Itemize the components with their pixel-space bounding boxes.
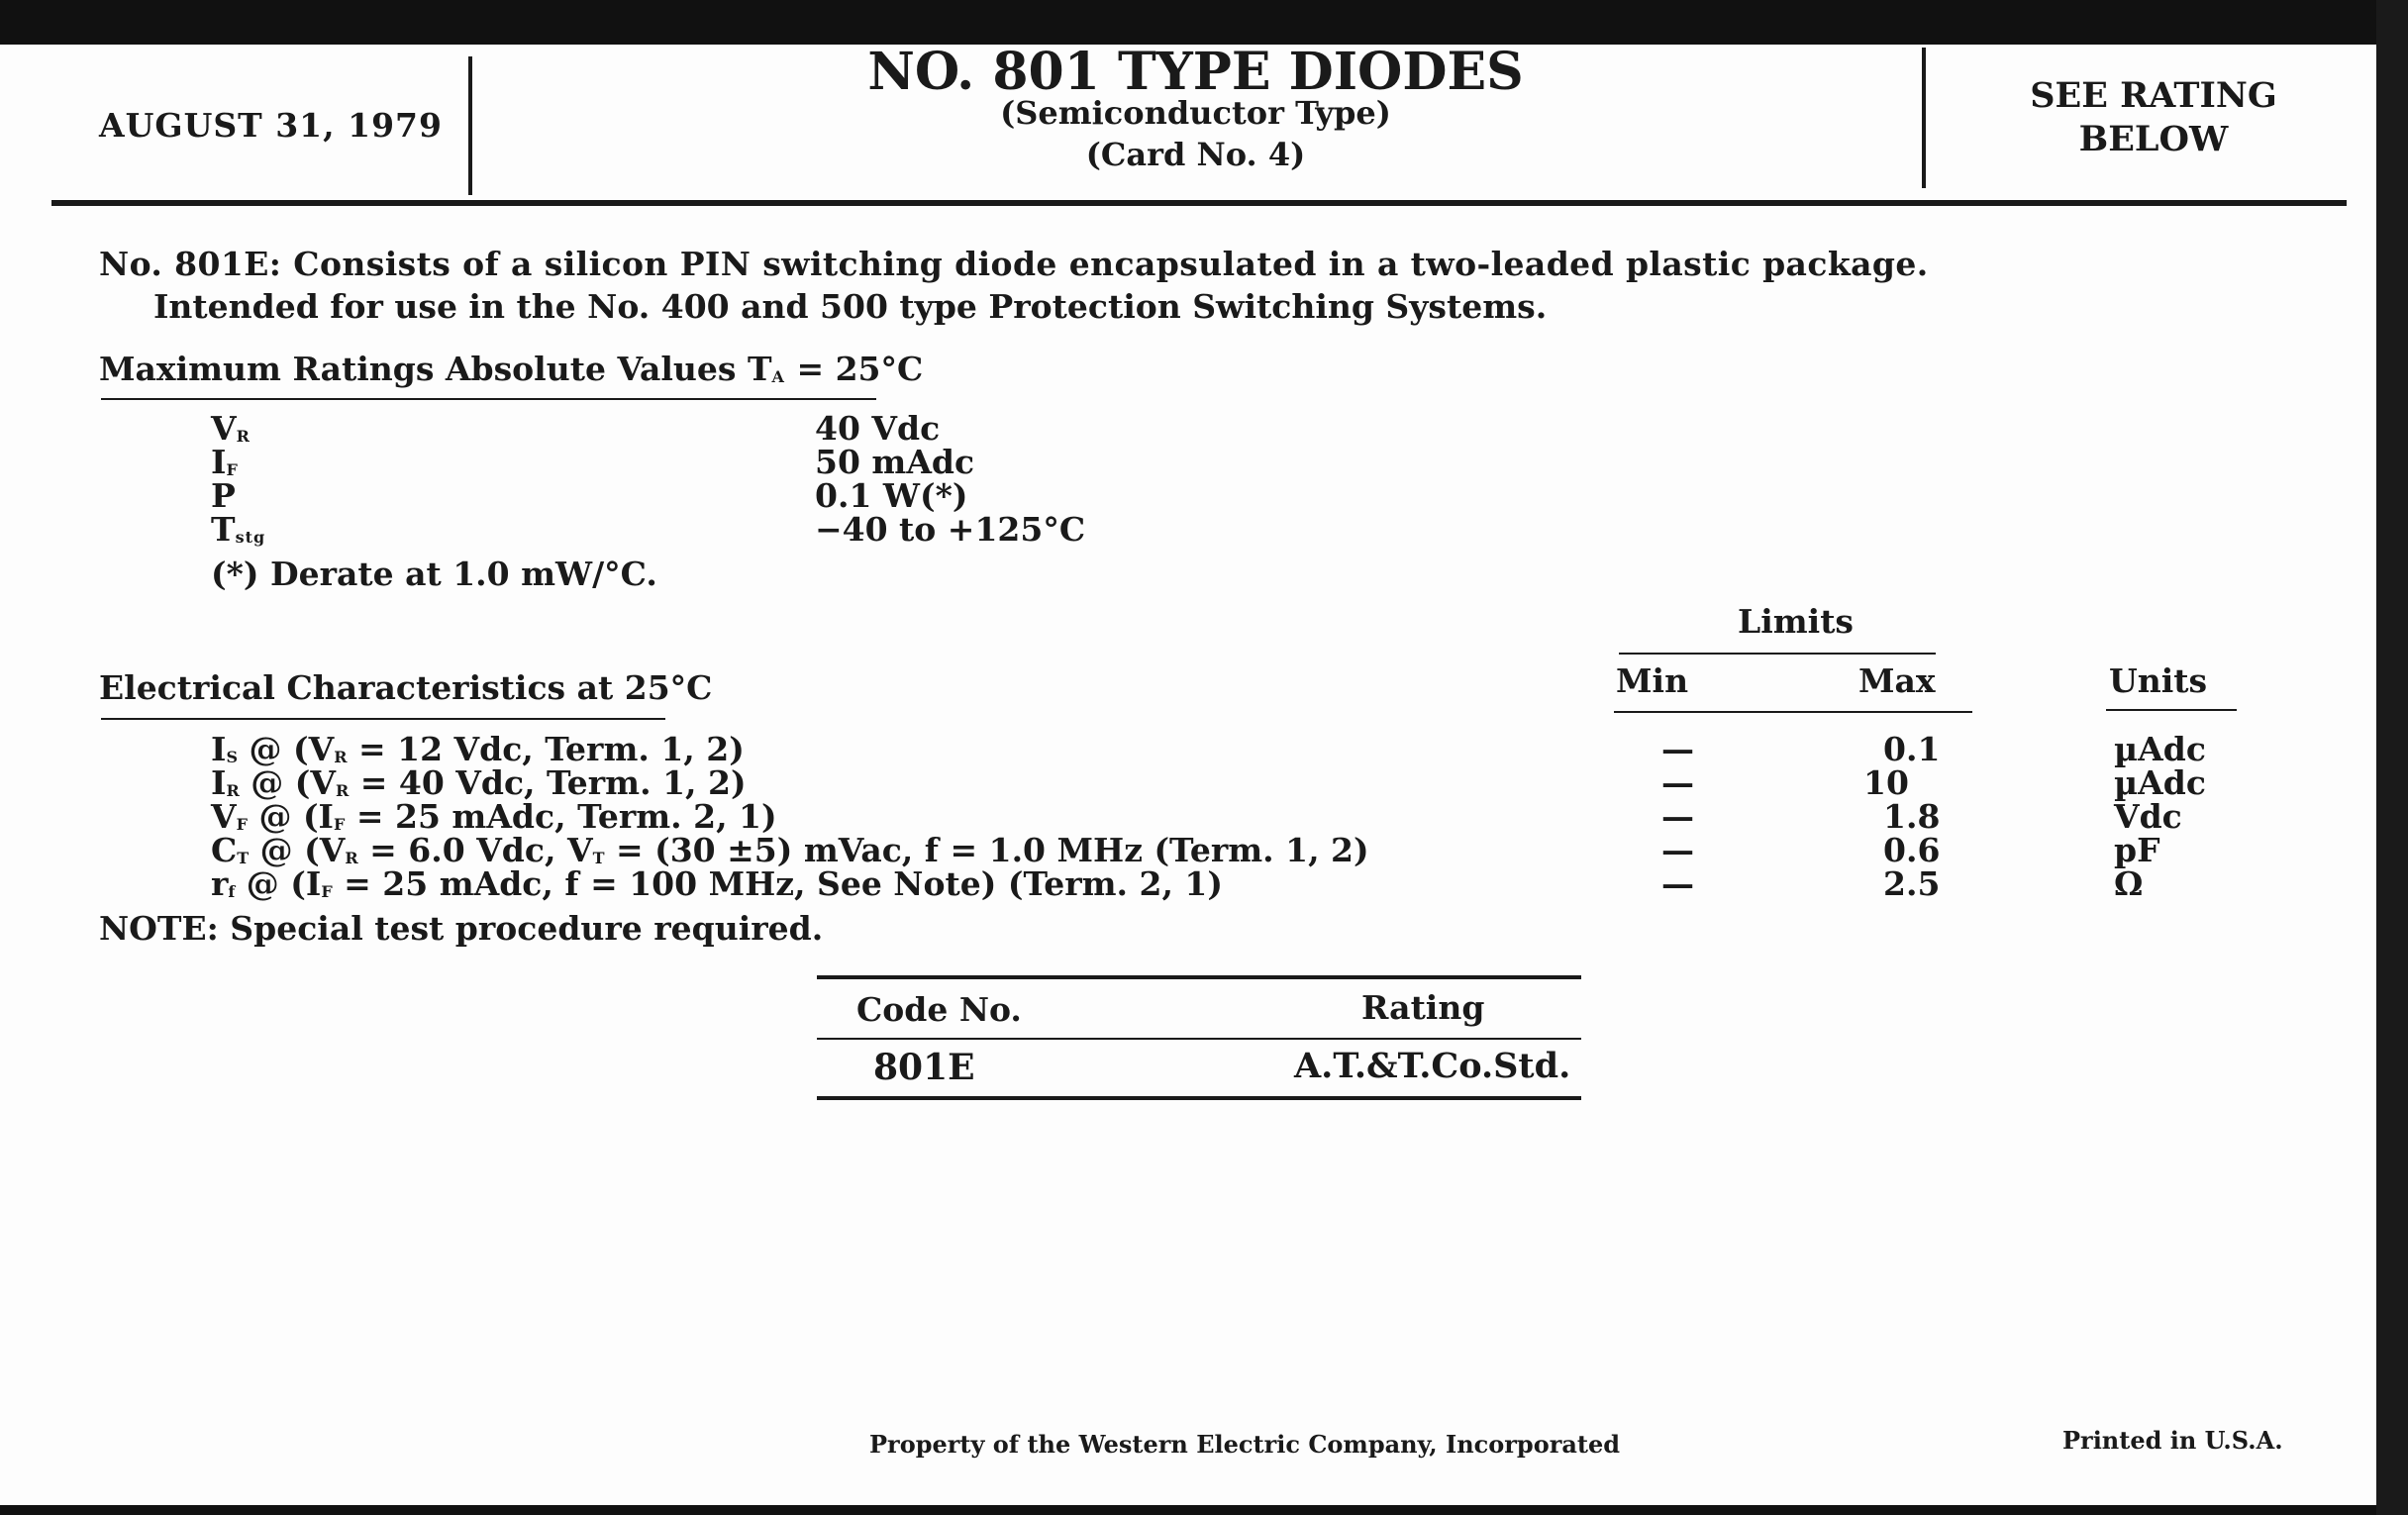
- header-rule: [51, 200, 2347, 206]
- test-note: NOTE: Special test procedure required.: [99, 909, 824, 948]
- rating-row-symbol: VR: [211, 409, 251, 448]
- max-value: 1.8: [1883, 797, 1941, 836]
- max-value: 0.6: [1883, 831, 1941, 869]
- code-table-bottom-rule: [817, 1096, 1581, 1100]
- characteristic-row: IS @ (VR = 12 Vdc, Term. 1, 2): [211, 730, 745, 768]
- min-value: —: [1661, 797, 1694, 836]
- card-number: (Card No. 4): [1085, 136, 1306, 173]
- rating-column-header: Rating: [1361, 988, 1485, 1027]
- code-table-top-rule: [817, 975, 1581, 979]
- units-column-label: Units: [2109, 661, 2208, 700]
- rating-note-line1: SEE RATING: [2030, 75, 2277, 116]
- units-underline: [2106, 709, 2237, 711]
- specification-card: [0, 42, 2376, 1505]
- characteristic-row: IR @ (VR = 40 Vdc, Term. 1, 2): [211, 763, 747, 802]
- characteristic-row: VF @ (IF = 25 mAdc, Term. 2, 1): [211, 797, 777, 836]
- unit-value: pF: [2114, 831, 2160, 869]
- unit-value: µAdc: [2114, 730, 2206, 768]
- property-notice: Property of the Western Electric Company, Incorporated: [869, 1430, 1621, 1459]
- min-value: —: [1661, 730, 1694, 768]
- code-number: 801E: [873, 1047, 975, 1088]
- characteristic-row: CT @ (VR = 6.0 Vdc, VT = (30 ±5) mVac, f = 1.0 MHz (Term. 1, 2): [211, 831, 1369, 869]
- rating-row-symbol: IF: [211, 443, 239, 481]
- limits-label: Limits: [1738, 602, 1855, 641]
- max-ratings-heading: Maximum Ratings Absolute Values TA = 25°C: [99, 350, 924, 388]
- unit-value: Vdc: [2114, 797, 2182, 836]
- electrical-heading: Electrical Characteristics at 25°C: [99, 668, 713, 707]
- max-value: 2.5: [1883, 864, 1941, 903]
- derate-footnote: (*) Derate at 1.0 mW/°C.: [211, 555, 657, 593]
- code-rating: A.T.&T.Co.Std.: [1294, 1046, 1571, 1086]
- rating-row-value: 50 mAdc: [815, 443, 975, 481]
- min-value: —: [1661, 864, 1694, 903]
- code-column-header: Code No.: [856, 990, 1022, 1029]
- rating-row-value: −40 to +125°C: [815, 510, 1086, 549]
- max-value: 10: [1863, 763, 1909, 802]
- electrical-underline: [101, 718, 665, 720]
- characteristic-row: rf @ (IF = 25 mAdc, f = 100 MHz, See Note) (Term. 2, 1): [211, 864, 1224, 903]
- rating-row-value: 40 Vdc: [815, 409, 941, 448]
- code-table-header-rule: [817, 1038, 1581, 1040]
- printed-notice: Printed in U.S.A.: [2062, 1426, 2283, 1455]
- description-line1: No. 801E: Consists of a silicon PIN switching diode encapsulated in a two-leaded plastic package.: [99, 245, 1929, 283]
- rating-row-symbol: Tstg: [211, 510, 266, 549]
- unit-value: Ω: [2114, 864, 2144, 903]
- limits-underline: [1619, 653, 1936, 655]
- min-value: —: [1661, 763, 1694, 802]
- max-ratings-underline: [101, 398, 876, 400]
- min-max-underline: [1614, 711, 1972, 713]
- max-value: 0.1: [1883, 730, 1941, 768]
- max-column-label: Max: [1858, 661, 1936, 700]
- rating-note-line2: BELOW: [2078, 119, 2229, 159]
- scan-edge: [2376, 0, 2408, 1515]
- card-date: AUGUST 31, 1979: [99, 106, 443, 145]
- unit-value: µAdc: [2114, 763, 2206, 802]
- rating-row-symbol: P: [211, 476, 236, 515]
- rating-row-value: 0.1 W(*): [815, 476, 968, 515]
- rating-note: [1926, 74, 2381, 161]
- card-title: NO. 801 TYPE DIODES: [867, 42, 1524, 102]
- description-line2: Intended for use in the No. 400 and 500 type Protection Switching Systems.: [153, 287, 1548, 326]
- min-value: —: [1661, 831, 1694, 869]
- card-subtitle: (Semiconductor Type): [1000, 94, 1391, 132]
- min-column-label: Min: [1616, 661, 1689, 700]
